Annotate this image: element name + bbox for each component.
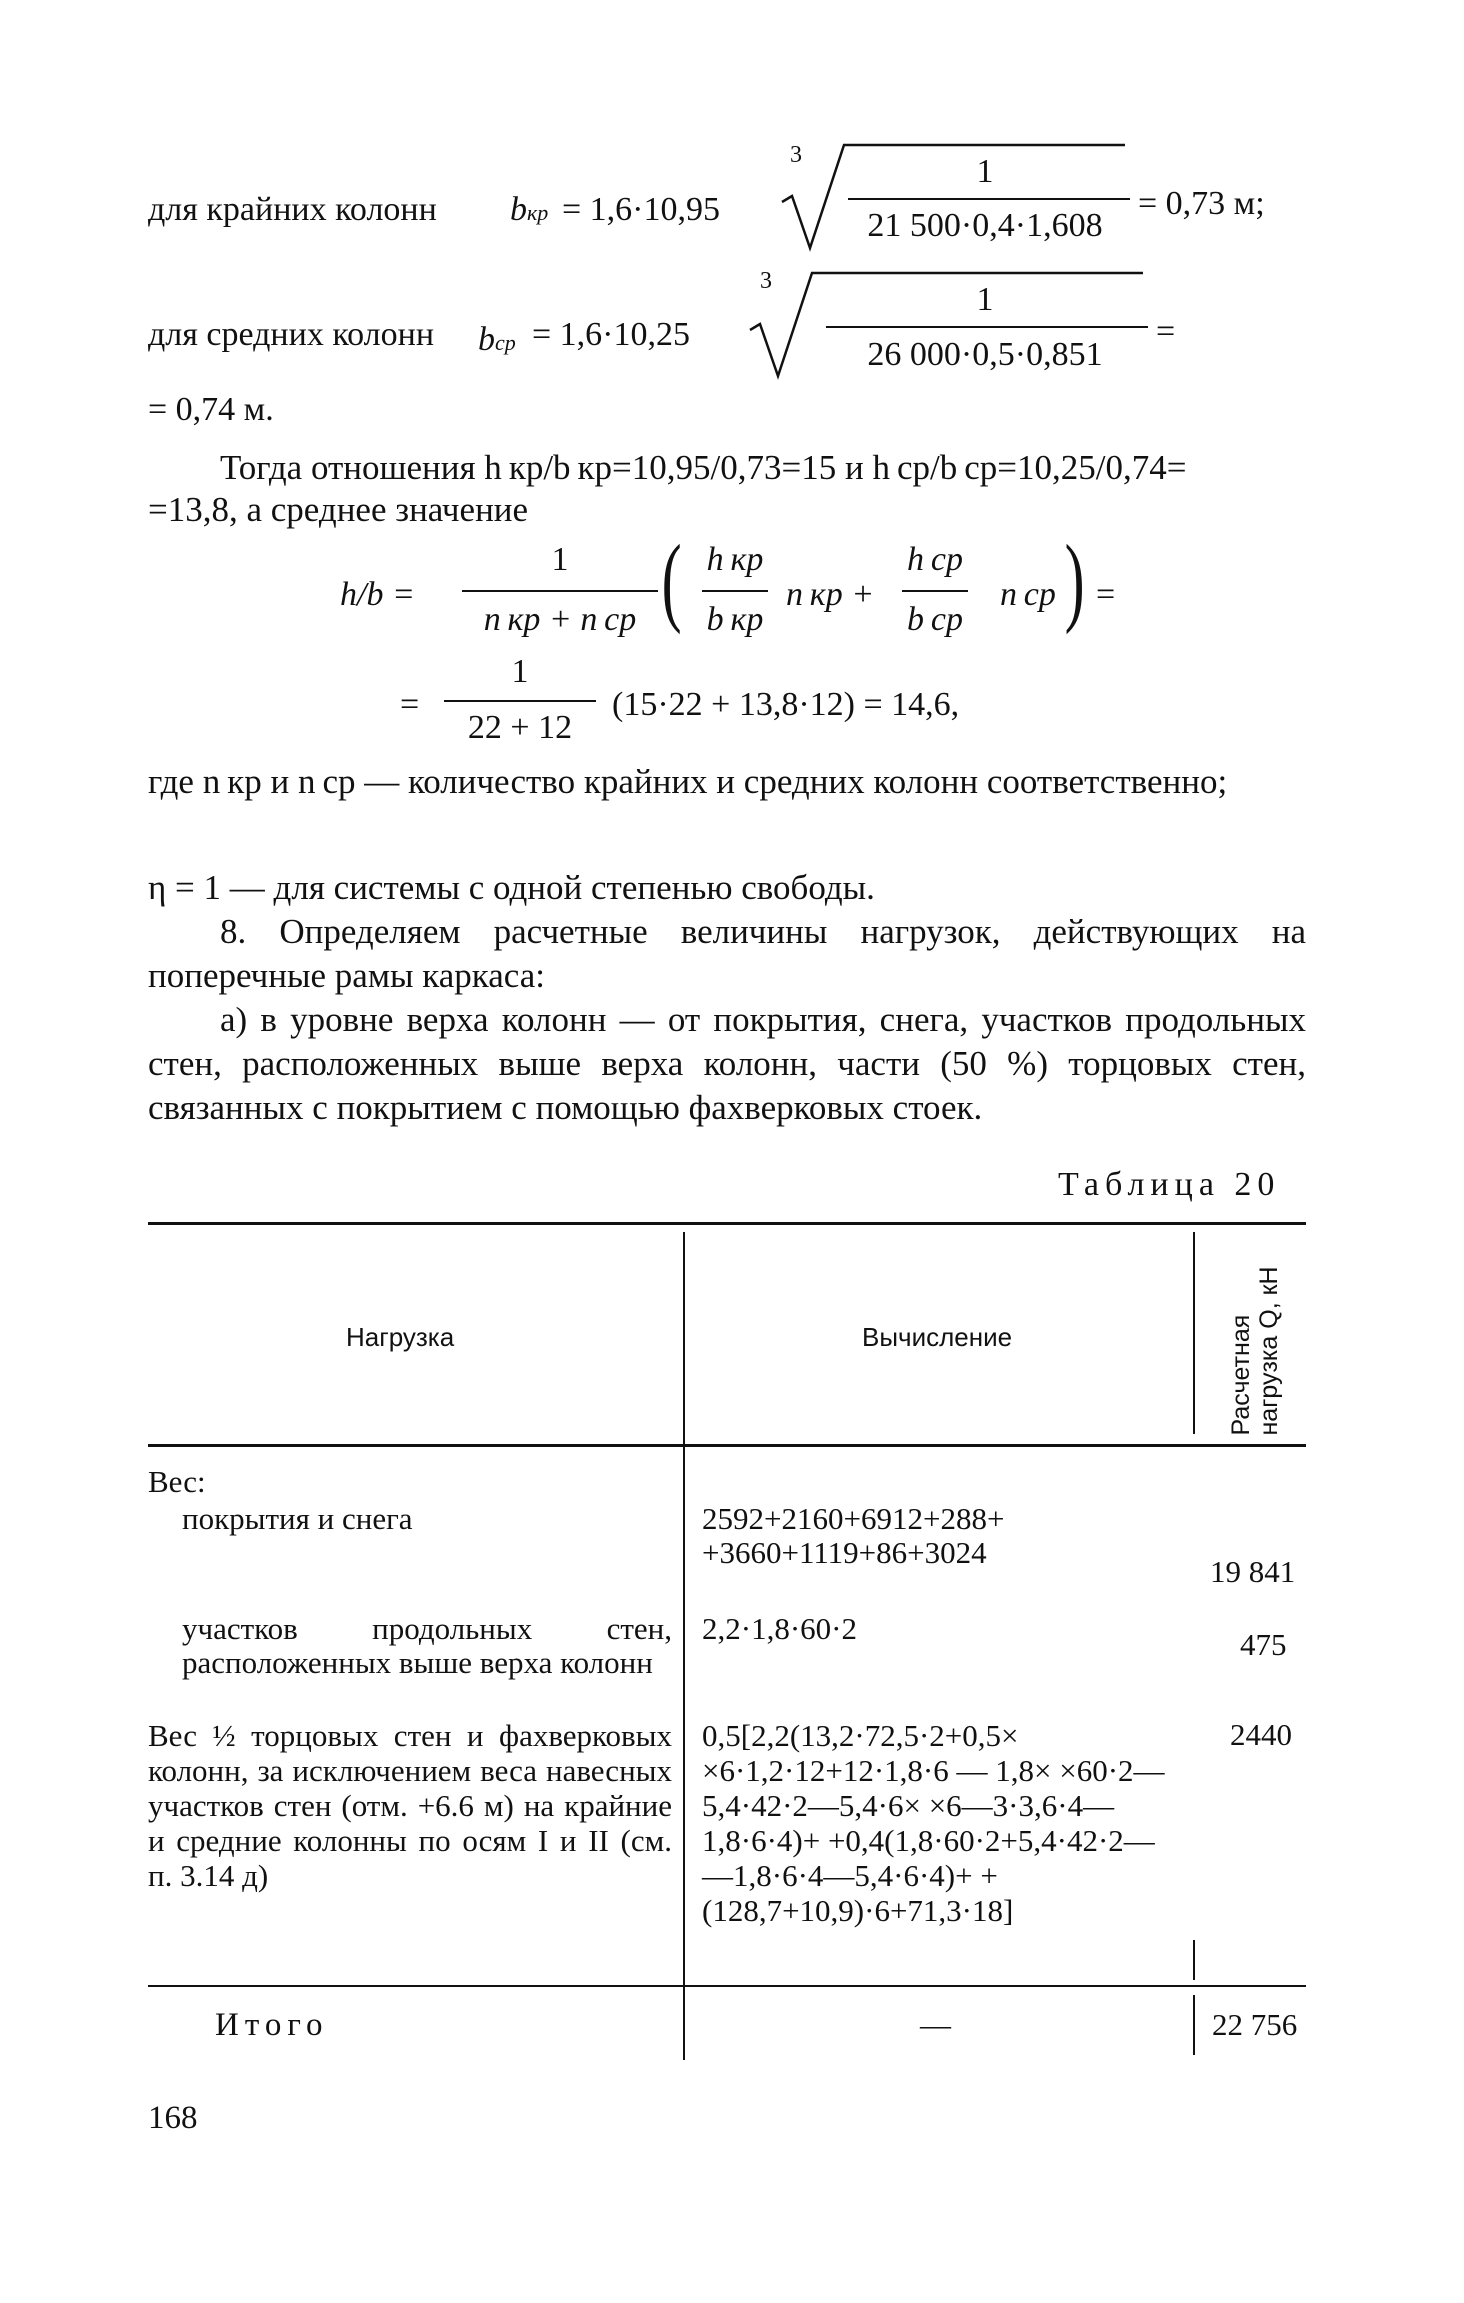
mean-frac1-num: 1 [551,541,569,578]
eq1-denominator: 21 500·0,4·1,608 [867,207,1103,244]
table-group-label: Вес: [148,1464,206,1499]
right-paren: ) [1064,524,1085,635]
eq1-root-index: 3 [790,142,802,168]
table-col-divider-2-body [1193,1940,1195,1980]
eq1-rhs: = 1,6·10,95 [562,191,720,228]
mean-frac2-bar [444,700,596,702]
mean-f2-den: b ср [907,601,963,638]
table-col-divider-2-total [1193,1995,1195,2055]
eq1-var: bкр [510,191,549,228]
table-row-2-calc: 2,2·1,8·60·2 [702,1611,857,1646]
eq2-root-index: 3 [760,268,772,294]
eta-text: η = 1 — для системы с одной степенью свободы. [148,868,875,907]
mean-line2-eq: = [400,686,420,723]
table-total-value: 22 756 [1212,2007,1298,2042]
left-paren: ( [661,524,682,635]
table-header-load: Нагрузка [346,1322,455,1352]
eq1-lead: для крайних колонн [148,191,437,228]
table-header-value-wrap [1210,1240,1300,1435]
eq1-result: = 0,73 м; [1138,185,1265,222]
eq1-numerator: 1 [976,153,994,190]
table-col-divider-2-header [1193,1232,1195,1434]
table-row-3-load: Вес ½ торцовых стен и фахверковых колонн, за исключением веса навесных участков стен (отм. +6.6 м) на крайние и средние колонны по осям I и II (см. п. 3.14 д) [148,1718,672,1893]
eq2-numerator: 1 [976,281,994,318]
table-row-3-value: 2440 [1230,1717,1292,1752]
eq2-lead: для средних колонн [148,316,435,353]
mean-f2-num: h ср [907,541,963,578]
table-total-label: Итого [215,2007,329,2043]
mean-formula-lhs: h/b = [340,576,415,613]
mean-frac1-den: n кр + n ср [483,601,637,638]
mean-frac2-num: 1 [511,653,529,690]
table-total-rule [148,1985,1306,1987]
mean-frac2-den: 22 + 12 [467,709,573,746]
ratio-text-line1: Тогда отношения h кр/b кр=10,95/0,73=15 и h ср/b ср=10,25/0,74= [220,448,1187,487]
item-a-text: а) в уровне верха колонн — от покрытия, снега, участков продольных стен, расположенных выше верха колонн, части (50 %) торцовых стен, связанных с покрытием с помощью фахверковых стоек. [148,1000,1306,1127]
ratio-text-line2: =13,8, а среднее значение [148,490,529,529]
table-row-2-load: участков продольных стен, расположенных выше верха колонн [182,1611,672,1680]
mean-n2: n ср [1000,576,1056,613]
mean-f1-den: b кр [706,601,764,638]
mean-f1-bar [702,590,768,592]
eq2-var: bср [478,321,516,358]
mean-f1-num: h кр [706,541,764,578]
mean-end: = [1096,576,1116,613]
where-text: где n кр и n ср — количество крайних и средних колонн соответственно; [148,762,1228,801]
eq2-fraction-bar [826,326,1148,328]
eq2-rhs: = 1,6·10,25 [532,316,690,353]
table-header-value: Расчетная нагрузка Q, кН [1227,1265,1283,1435]
table-total-calc: — [920,2007,951,2042]
table-row-1-value: 19 841 [1210,1554,1296,1589]
eq2-continuation: = 0,74 м. [148,391,274,428]
table-header-calc: Вычисление [862,1322,1013,1352]
mean-n1: n кр + [786,576,875,613]
table-header-rule [148,1444,1306,1447]
mean-f2-bar [902,590,968,592]
page-number: 168 [148,2100,198,2136]
table-top-rule [148,1222,1306,1225]
eq1-fraction-bar [848,198,1130,200]
mean-frac1-bar [462,590,658,592]
table-caption: Таблица 20 [1058,1166,1281,1203]
table-col-divider-1 [683,1232,685,2060]
eq2-denominator: 26 000·0,5·0,851 [867,336,1103,373]
table-row-1-calc: 2592+2160+6912+288+ +3660+1119+86+3024 [702,1501,1005,1570]
mean-line2-rest: (15·22 + 13,8·12) = 14,6, [612,686,960,723]
table-row-3-calc: 0,5[2,2(13,2·72,5·2+0,5× ×6·1,2·12+12·1,8·6 — 1,8× ×60·2—5,4·42·2—5,4·6× ×6—3·3,6·4—1,8·6·4)+ +0,4(1,8·60·2+5,4·42·2— —1,8·6·4—5,4·6·4)+ +(128,7+10,9)·6+71,3·18] [702,1718,1165,1928]
eq2-result: = [1156,313,1176,350]
table-row-1-load: покрытия и снега [182,1501,413,1536]
item-8-text: 8. Определяем расчетные величины нагрузок, действующих на поперечные рамы каркаса: [148,912,1306,995]
table-row-2-value: 475 [1240,1627,1287,1662]
